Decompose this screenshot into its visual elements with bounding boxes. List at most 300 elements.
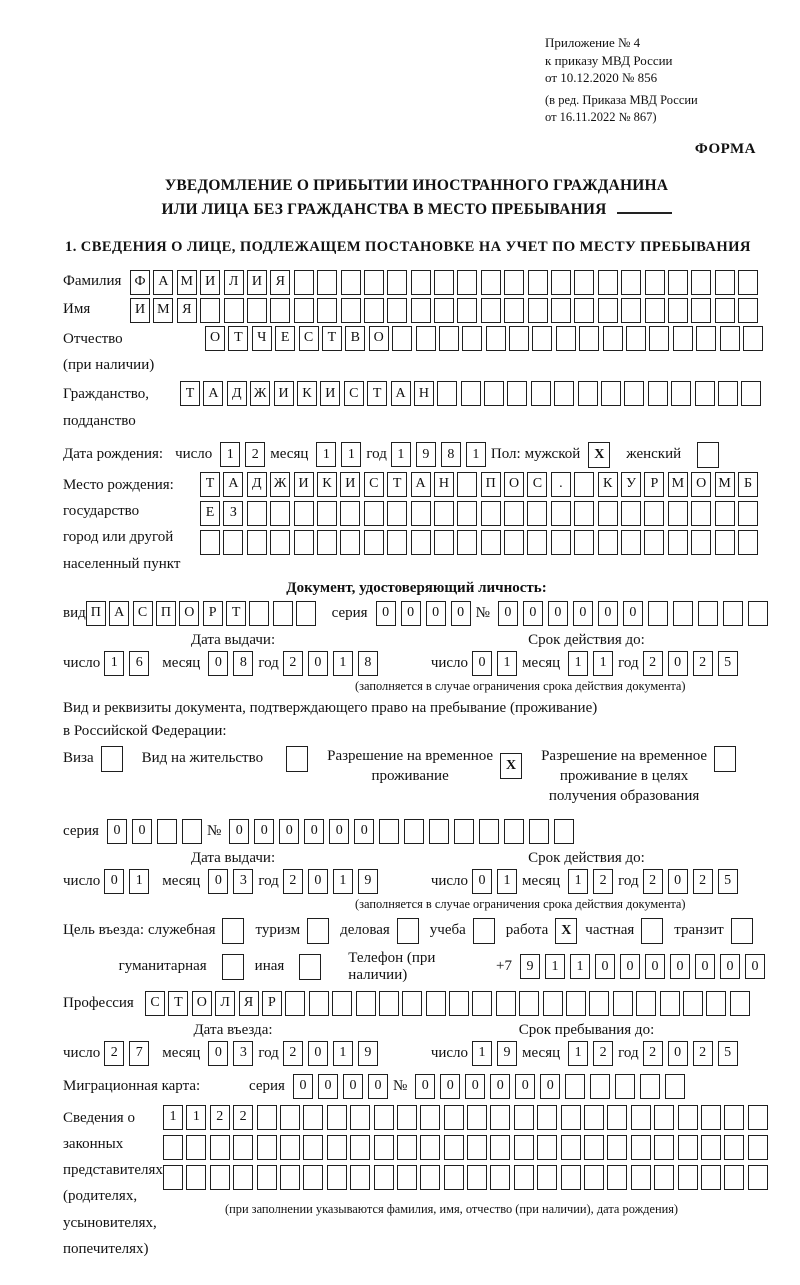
char-cell[interactable]: 0 <box>304 819 324 844</box>
char-cell[interactable] <box>434 501 454 526</box>
char-cell[interactable]: Р <box>262 991 282 1016</box>
char-cell[interactable] <box>182 819 202 844</box>
char-cell[interactable]: 0 <box>670 954 690 979</box>
char-cell[interactable]: И <box>340 472 360 497</box>
male-checkbox[interactable]: X <box>588 442 610 468</box>
char-cell[interactable] <box>748 1165 768 1190</box>
char-cell[interactable]: П <box>156 601 176 626</box>
char-cell[interactable] <box>411 530 431 555</box>
char-cell[interactable]: 0 <box>318 1074 338 1099</box>
char-cell[interactable] <box>270 298 290 323</box>
char-cell[interactable] <box>439 326 459 351</box>
char-cell[interactable] <box>607 1165 627 1190</box>
char-cell[interactable] <box>519 991 539 1016</box>
char-cell[interactable]: О <box>179 601 199 626</box>
char-cell[interactable] <box>411 298 431 323</box>
char-cell[interactable] <box>598 501 618 526</box>
char-cell[interactable] <box>481 501 501 526</box>
char-cell[interactable] <box>157 819 177 844</box>
char-cell[interactable]: 0 <box>595 954 615 979</box>
char-cell[interactable] <box>706 991 726 1016</box>
char-cell[interactable] <box>678 1165 698 1190</box>
char-cell[interactable]: К <box>297 381 317 406</box>
char-cell[interactable] <box>561 1165 581 1190</box>
char-cell[interactable]: 0 <box>308 651 328 676</box>
char-cell[interactable] <box>718 381 738 406</box>
char-cell[interactable] <box>715 501 735 526</box>
char-cell[interactable]: 2 <box>245 442 265 467</box>
char-cell[interactable]: Ч <box>252 326 272 351</box>
char-cell[interactable] <box>350 1135 370 1160</box>
char-cell[interactable]: 1 <box>497 869 517 894</box>
char-cell[interactable] <box>698 601 718 626</box>
char-cell[interactable] <box>504 298 524 323</box>
char-cell[interactable] <box>574 472 594 497</box>
char-cell[interactable] <box>457 298 477 323</box>
char-cell[interactable]: 9 <box>497 1041 517 1066</box>
char-cell[interactable]: 1 <box>497 651 517 676</box>
char-cell[interactable]: У <box>621 472 641 497</box>
char-cell[interactable] <box>481 270 501 295</box>
char-cell[interactable] <box>496 991 516 1016</box>
char-cell[interactable] <box>224 298 244 323</box>
char-cell[interactable] <box>528 298 548 323</box>
char-cell[interactable] <box>273 601 293 626</box>
char-cell[interactable] <box>554 381 574 406</box>
char-cell[interactable] <box>223 530 243 555</box>
char-cell[interactable]: 0 <box>308 869 328 894</box>
char-cell[interactable]: 1 <box>333 869 353 894</box>
char-cell[interactable]: В <box>345 326 365 351</box>
char-cell[interactable] <box>615 1074 635 1099</box>
char-cell[interactable]: 0 <box>401 601 421 626</box>
char-cell[interactable]: И <box>130 298 150 323</box>
char-cell[interactable]: Т <box>228 326 248 351</box>
char-cell[interactable] <box>528 270 548 295</box>
char-cell[interactable] <box>340 501 360 526</box>
char-cell[interactable] <box>303 1165 323 1190</box>
char-cell[interactable] <box>691 298 711 323</box>
char-cell[interactable] <box>404 819 424 844</box>
char-cell[interactable] <box>420 1165 440 1190</box>
char-cell[interactable] <box>490 1105 510 1130</box>
char-cell[interactable] <box>514 1105 534 1130</box>
char-cell[interactable] <box>748 1105 768 1130</box>
char-cell[interactable] <box>645 298 665 323</box>
char-cell[interactable]: И <box>274 381 294 406</box>
char-cell[interactable]: А <box>223 472 243 497</box>
char-cell[interactable]: 7 <box>129 1041 149 1066</box>
char-cell[interactable]: 1 <box>129 869 149 894</box>
char-cell[interactable]: 0 <box>329 819 349 844</box>
char-cell[interactable]: 3 <box>233 869 253 894</box>
char-cell[interactable]: П <box>86 601 106 626</box>
char-cell[interactable] <box>701 1105 721 1130</box>
char-cell[interactable]: К <box>317 472 337 497</box>
char-cell[interactable]: Р <box>203 601 223 626</box>
char-cell[interactable]: 0 <box>208 869 228 894</box>
char-cell[interactable] <box>715 270 735 295</box>
char-cell[interactable]: 8 <box>358 651 378 676</box>
char-cell[interactable] <box>294 530 314 555</box>
char-cell[interactable] <box>668 298 688 323</box>
char-cell[interactable] <box>665 1074 685 1099</box>
char-cell[interactable]: 0 <box>107 819 127 844</box>
char-cell[interactable] <box>701 1135 721 1160</box>
char-cell[interactable] <box>631 1165 651 1190</box>
char-cell[interactable]: 2 <box>104 1041 124 1066</box>
char-cell[interactable]: 1 <box>220 442 240 467</box>
char-cell[interactable] <box>374 1165 394 1190</box>
char-cell[interactable] <box>621 298 641 323</box>
char-cell[interactable] <box>730 991 750 1016</box>
char-cell[interactable] <box>397 1105 417 1130</box>
char-cell[interactable]: 0 <box>293 1074 313 1099</box>
char-cell[interactable] <box>364 298 384 323</box>
char-cell[interactable] <box>607 1135 627 1160</box>
purpose-business-checkbox[interactable] <box>222 918 244 944</box>
char-cell[interactable] <box>296 601 316 626</box>
char-cell[interactable]: Я <box>239 991 259 1016</box>
char-cell[interactable] <box>589 991 609 1016</box>
char-cell[interactable]: С <box>133 601 153 626</box>
char-cell[interactable] <box>387 298 407 323</box>
char-cell[interactable] <box>565 1074 585 1099</box>
char-cell[interactable]: О <box>205 326 225 351</box>
char-cell[interactable] <box>327 1135 347 1160</box>
char-cell[interactable] <box>584 1105 604 1130</box>
char-cell[interactable] <box>374 1105 394 1130</box>
char-cell[interactable] <box>715 298 735 323</box>
char-cell[interactable] <box>437 381 457 406</box>
char-cell[interactable] <box>457 530 477 555</box>
char-cell[interactable] <box>574 501 594 526</box>
char-cell[interactable] <box>561 1135 581 1160</box>
char-cell[interactable]: М <box>153 298 173 323</box>
form-number-underline[interactable] <box>617 198 672 214</box>
char-cell[interactable]: И <box>320 381 340 406</box>
char-cell[interactable]: И <box>294 472 314 497</box>
char-cell[interactable]: 1 <box>333 1041 353 1066</box>
char-cell[interactable] <box>527 501 547 526</box>
char-cell[interactable] <box>551 298 571 323</box>
char-cell[interactable] <box>454 819 474 844</box>
char-cell[interactable] <box>551 501 571 526</box>
char-cell[interactable]: 2 <box>693 869 713 894</box>
char-cell[interactable] <box>649 326 669 351</box>
char-cell[interactable] <box>490 1135 510 1160</box>
char-cell[interactable]: 0 <box>515 1074 535 1099</box>
char-cell[interactable] <box>668 530 688 555</box>
residence-permit-checkbox[interactable] <box>286 746 308 772</box>
char-cell[interactable] <box>683 991 703 1016</box>
char-cell[interactable] <box>280 1105 300 1130</box>
char-cell[interactable]: 2 <box>643 869 663 894</box>
char-cell[interactable] <box>416 326 436 351</box>
char-cell[interactable] <box>364 530 384 555</box>
char-cell[interactable] <box>461 381 481 406</box>
char-cell[interactable] <box>327 1105 347 1130</box>
char-cell[interactable] <box>738 530 758 555</box>
char-cell[interactable]: С <box>364 472 384 497</box>
char-cell[interactable]: Т <box>168 991 188 1016</box>
char-cell[interactable] <box>303 1105 323 1130</box>
char-cell[interactable]: 2 <box>693 1041 713 1066</box>
char-cell[interactable]: Т <box>387 472 407 497</box>
char-cell[interactable]: 1 <box>341 442 361 467</box>
char-cell[interactable]: 0 <box>490 1074 510 1099</box>
char-cell[interactable] <box>509 326 529 351</box>
char-cell[interactable] <box>200 530 220 555</box>
char-cell[interactable] <box>551 270 571 295</box>
char-cell[interactable]: Е <box>200 501 220 526</box>
char-cell[interactable] <box>654 1135 674 1160</box>
char-cell[interactable]: 0 <box>598 601 618 626</box>
visa-checkbox[interactable] <box>101 746 123 772</box>
char-cell[interactable] <box>467 1105 487 1130</box>
char-cell[interactable] <box>341 298 361 323</box>
char-cell[interactable] <box>426 991 446 1016</box>
char-cell[interactable] <box>584 1135 604 1160</box>
char-cell[interactable]: 0 <box>308 1041 328 1066</box>
char-cell[interactable] <box>387 270 407 295</box>
char-cell[interactable]: З <box>223 501 243 526</box>
char-cell[interactable]: Ф <box>130 270 150 295</box>
char-cell[interactable]: 0 <box>668 651 688 676</box>
char-cell[interactable]: 1 <box>568 869 588 894</box>
char-cell[interactable] <box>607 1105 627 1130</box>
char-cell[interactable]: 9 <box>358 1041 378 1066</box>
char-cell[interactable] <box>434 298 454 323</box>
char-cell[interactable]: А <box>153 270 173 295</box>
char-cell[interactable] <box>257 1135 277 1160</box>
char-cell[interactable] <box>543 991 563 1016</box>
char-cell[interactable]: С <box>344 381 364 406</box>
char-cell[interactable] <box>294 501 314 526</box>
char-cell[interactable] <box>668 270 688 295</box>
char-cell[interactable]: О <box>504 472 524 497</box>
char-cell[interactable] <box>387 530 407 555</box>
char-cell[interactable] <box>660 991 680 1016</box>
char-cell[interactable]: 5 <box>718 869 738 894</box>
char-cell[interactable]: 0 <box>229 819 249 844</box>
char-cell[interactable] <box>621 530 641 555</box>
char-cell[interactable] <box>537 1135 557 1160</box>
char-cell[interactable] <box>631 1135 651 1160</box>
char-cell[interactable]: 8 <box>233 651 253 676</box>
purpose-other-checkbox[interactable] <box>299 954 321 980</box>
char-cell[interactable] <box>420 1105 440 1130</box>
char-cell[interactable]: К <box>598 472 618 497</box>
char-cell[interactable] <box>678 1135 698 1160</box>
char-cell[interactable]: А <box>391 381 411 406</box>
char-cell[interactable] <box>724 1135 744 1160</box>
char-cell[interactable] <box>434 270 454 295</box>
char-cell[interactable]: 2 <box>210 1105 230 1130</box>
purpose-work-checkbox[interactable]: X <box>555 918 577 944</box>
char-cell[interactable]: М <box>715 472 735 497</box>
char-cell[interactable] <box>654 1105 674 1130</box>
char-cell[interactable] <box>673 326 693 351</box>
char-cell[interactable] <box>341 270 361 295</box>
char-cell[interactable] <box>317 501 337 526</box>
char-cell[interactable] <box>504 819 524 844</box>
char-cell[interactable] <box>200 298 220 323</box>
char-cell[interactable]: Л <box>215 991 235 1016</box>
char-cell[interactable] <box>566 991 586 1016</box>
char-cell[interactable]: С <box>299 326 319 351</box>
char-cell[interactable] <box>724 1105 744 1130</box>
char-cell[interactable] <box>317 270 337 295</box>
char-cell[interactable]: Р <box>644 472 664 497</box>
char-cell[interactable]: 1 <box>593 651 613 676</box>
char-cell[interactable] <box>387 501 407 526</box>
char-cell[interactable]: 0 <box>368 1074 388 1099</box>
char-cell[interactable] <box>654 1165 674 1190</box>
char-cell[interactable] <box>529 819 549 844</box>
char-cell[interactable]: 1 <box>186 1105 206 1130</box>
char-cell[interactable]: О <box>691 472 711 497</box>
char-cell[interactable] <box>738 298 758 323</box>
char-cell[interactable] <box>270 501 290 526</box>
char-cell[interactable] <box>457 472 477 497</box>
char-cell[interactable]: Ж <box>270 472 290 497</box>
char-cell[interactable] <box>490 1165 510 1190</box>
char-cell[interactable]: И <box>200 270 220 295</box>
char-cell[interactable] <box>364 501 384 526</box>
char-cell[interactable] <box>514 1135 534 1160</box>
char-cell[interactable]: 6 <box>129 651 149 676</box>
char-cell[interactable] <box>356 991 376 1016</box>
char-cell[interactable]: 0 <box>720 954 740 979</box>
char-cell[interactable] <box>434 530 454 555</box>
char-cell[interactable] <box>317 298 337 323</box>
char-cell[interactable] <box>631 1105 651 1130</box>
temp-residence-edu-checkbox[interactable] <box>714 746 736 772</box>
char-cell[interactable] <box>743 326 763 351</box>
char-cell[interactable] <box>467 1165 487 1190</box>
char-cell[interactable] <box>648 601 668 626</box>
char-cell[interactable] <box>644 501 664 526</box>
char-cell[interactable] <box>484 381 504 406</box>
char-cell[interactable] <box>247 530 267 555</box>
purpose-humanitarian-checkbox[interactable] <box>222 954 244 980</box>
char-cell[interactable] <box>317 530 337 555</box>
char-cell[interactable]: А <box>109 601 129 626</box>
char-cell[interactable]: 0 <box>548 601 568 626</box>
char-cell[interactable] <box>457 501 477 526</box>
char-cell[interactable]: Т <box>180 381 200 406</box>
char-cell[interactable]: 0 <box>426 601 446 626</box>
char-cell[interactable] <box>247 501 267 526</box>
char-cell[interactable] <box>457 270 477 295</box>
char-cell[interactable]: А <box>203 381 223 406</box>
char-cell[interactable]: 0 <box>523 601 543 626</box>
char-cell[interactable] <box>537 1165 557 1190</box>
char-cell[interactable]: 2 <box>283 651 303 676</box>
char-cell[interactable]: 0 <box>376 601 396 626</box>
char-cell[interactable]: 2 <box>283 1041 303 1066</box>
char-cell[interactable]: Т <box>322 326 342 351</box>
char-cell[interactable] <box>556 326 576 351</box>
char-cell[interactable] <box>574 298 594 323</box>
char-cell[interactable] <box>364 270 384 295</box>
char-cell[interactable] <box>467 1135 487 1160</box>
char-cell[interactable]: 1 <box>163 1105 183 1130</box>
char-cell[interactable] <box>411 270 431 295</box>
char-cell[interactable] <box>640 1074 660 1099</box>
char-cell[interactable] <box>294 298 314 323</box>
char-cell[interactable] <box>507 381 527 406</box>
char-cell[interactable]: А <box>411 472 431 497</box>
purpose-tourism-checkbox[interactable] <box>307 918 329 944</box>
char-cell[interactable] <box>738 270 758 295</box>
purpose-private-checkbox[interactable] <box>641 918 663 944</box>
char-cell[interactable]: 1 <box>545 954 565 979</box>
char-cell[interactable] <box>537 1105 557 1130</box>
char-cell[interactable] <box>270 530 290 555</box>
char-cell[interactable]: 0 <box>472 869 492 894</box>
char-cell[interactable] <box>309 991 329 1016</box>
char-cell[interactable]: 0 <box>623 601 643 626</box>
char-cell[interactable] <box>303 1135 323 1160</box>
char-cell[interactable] <box>420 1135 440 1160</box>
char-cell[interactable]: 2 <box>643 651 663 676</box>
char-cell[interactable] <box>695 381 715 406</box>
char-cell[interactable] <box>392 326 412 351</box>
char-cell[interactable] <box>720 326 740 351</box>
char-cell[interactable] <box>402 991 422 1016</box>
char-cell[interactable] <box>579 326 599 351</box>
char-cell[interactable] <box>397 1165 417 1190</box>
char-cell[interactable]: 1 <box>568 1041 588 1066</box>
char-cell[interactable] <box>411 501 431 526</box>
char-cell[interactable]: 0 <box>620 954 640 979</box>
char-cell[interactable] <box>280 1165 300 1190</box>
char-cell[interactable]: Ж <box>250 381 270 406</box>
char-cell[interactable] <box>233 1165 253 1190</box>
char-cell[interactable] <box>624 381 644 406</box>
char-cell[interactable]: . <box>551 472 571 497</box>
char-cell[interactable]: О <box>369 326 389 351</box>
char-cell[interactable] <box>603 326 623 351</box>
char-cell[interactable] <box>691 501 711 526</box>
char-cell[interactable]: 2 <box>593 869 613 894</box>
char-cell[interactable]: 2 <box>693 651 713 676</box>
char-cell[interactable]: Д <box>227 381 247 406</box>
char-cell[interactable]: 0 <box>254 819 274 844</box>
char-cell[interactable] <box>584 1165 604 1190</box>
char-cell[interactable] <box>527 530 547 555</box>
char-cell[interactable] <box>504 530 524 555</box>
char-cell[interactable] <box>379 991 399 1016</box>
char-cell[interactable] <box>374 1135 394 1160</box>
char-cell[interactable] <box>444 1105 464 1130</box>
char-cell[interactable]: 0 <box>540 1074 560 1099</box>
char-cell[interactable]: 0 <box>440 1074 460 1099</box>
char-cell[interactable] <box>574 270 594 295</box>
char-cell[interactable] <box>532 326 552 351</box>
char-cell[interactable] <box>691 270 711 295</box>
char-cell[interactable] <box>444 1165 464 1190</box>
char-cell[interactable] <box>613 991 633 1016</box>
char-cell[interactable] <box>621 270 641 295</box>
char-cell[interactable]: 0 <box>104 869 124 894</box>
char-cell[interactable]: 0 <box>132 819 152 844</box>
char-cell[interactable] <box>626 326 646 351</box>
char-cell[interactable] <box>701 1165 721 1190</box>
char-cell[interactable] <box>574 530 594 555</box>
